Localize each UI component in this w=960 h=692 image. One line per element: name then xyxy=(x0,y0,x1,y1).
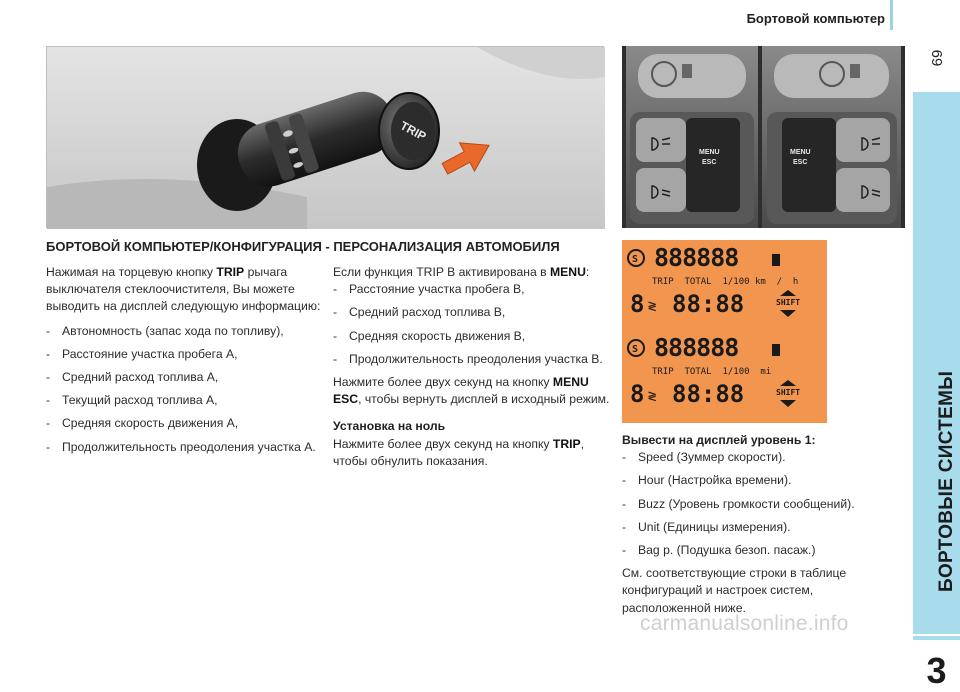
section-title: БОРТОВОЙ КОМПЬЮТЕР/КОНФИГУРАЦИЯ - ПЕРСОНАЛИЗАЦИЯ АВТОМОБИЛЯ xyxy=(46,239,560,254)
list-item: - Средняя скорость движения B, xyxy=(333,328,611,345)
shift-down-arrow-icon xyxy=(780,400,796,407)
list-item: - Текущий расход топлива A, xyxy=(46,392,322,409)
level-1-list xyxy=(622,449,892,559)
list-item: - Автономность (запас хода по топливу), xyxy=(46,323,322,340)
trip-b-list xyxy=(333,281,611,368)
running-header xyxy=(735,6,885,32)
list-item: - Bag p. (Подушка безоп. пасаж.) xyxy=(622,542,892,559)
esc-label-left: ESC xyxy=(702,159,717,166)
fuel-pump-icon xyxy=(772,344,780,356)
lcd-top-digits: 888888 xyxy=(654,243,739,272)
list-item: - Speed (Зуммер скорости). xyxy=(622,449,892,466)
trip-button-label: TRIP xyxy=(397,118,429,144)
esc-label-right: ESC xyxy=(793,159,808,166)
trip-a-list xyxy=(46,323,322,456)
reset-paragraph: Нажмите более двух секунд на кнопку TRIP, чтобы обнулить показания. xyxy=(333,436,585,468)
svg-text:8: 8 xyxy=(630,290,645,318)
lcd-bottom-clock: 88:88 xyxy=(672,380,745,408)
footer-paragraph: См. соответствующие строки в таблице конфигураций и настроек систем, расположенной ниже. xyxy=(622,566,847,615)
list-item: - Продолжительность преодоления участка B. xyxy=(333,351,611,368)
svg-text:8: 8 xyxy=(630,380,645,408)
intro-paragraph: Нажимая на торцевую кнопку TRIP рычага выключателя стеклоочистителя, Вы можете выводить на дисплей следующую информацию: xyxy=(46,265,321,314)
running-title: Бортовой компьютер xyxy=(746,11,885,26)
svg-text:S: S xyxy=(632,254,639,265)
text-column-2 xyxy=(333,264,611,470)
chapter-number: 3 xyxy=(926,650,947,691)
list-item: - Расстояние участка пробега A, xyxy=(46,346,322,363)
list-item: - Buzz (Уровень громкости сообщений). xyxy=(622,496,892,513)
svg-text:≷: ≷ xyxy=(648,388,657,404)
watermark: carmanualsonline.info xyxy=(640,612,849,635)
chapter-title: БОРТОВЫЕ СИСТЕМЫ xyxy=(936,370,957,592)
chapter-side-tab xyxy=(913,92,960,691)
shift-up-arrow-icon xyxy=(780,380,796,386)
lcd-bottom-shift: SHIFT xyxy=(776,388,801,397)
lcd-bottom-digits: 888888 xyxy=(654,333,739,362)
fuel-pump-icon xyxy=(772,254,780,266)
page-number: 69 xyxy=(928,49,945,67)
text-column-3 xyxy=(622,432,892,617)
lcd-display-figure xyxy=(622,240,827,423)
list-item: - Расстояние участка пробега B, xyxy=(333,281,611,298)
list-item: - Unit (Единицы измерения). xyxy=(622,519,892,536)
menu-label-right: MENU xyxy=(790,149,811,156)
header-rule xyxy=(890,0,893,30)
list-item: - Hour (Настройка времени). xyxy=(622,472,892,489)
lcd-top-labels: TRIP TOTAL 1/100 km / h xyxy=(652,277,799,287)
menu-label-left: MENU xyxy=(699,149,720,156)
list-item: - Средняя скорость движения A, xyxy=(46,415,322,432)
wiper-stalk-illustration xyxy=(47,47,605,229)
lcd-top-clock: 88:88 xyxy=(672,290,745,318)
return-paragraph: Нажмите более двух секунд на кнопку MENU ESC, чтобы вернуть дисплей в исходный режим. xyxy=(333,375,610,407)
lcd-bottom-labels: TRIP TOTAL 1/100 mi xyxy=(652,367,772,377)
stalk-photo xyxy=(46,46,604,228)
menu-esc-illustration xyxy=(622,46,905,228)
lcd-display-illustration xyxy=(622,240,827,423)
svg-text:S: S xyxy=(632,344,639,355)
list-item: - Средний расход топлива A, xyxy=(46,369,322,386)
trip-b-intro: Если функция TRIP B активирована в MENU: xyxy=(333,265,590,279)
list-item: - Продолжительность преодоления участка A. xyxy=(46,439,322,456)
text-column-1 xyxy=(46,264,322,462)
level-heading: Вывести на дисплей уровень 1: xyxy=(622,433,816,447)
lcd-top-shift: SHIFT xyxy=(776,298,801,307)
reset-heading: Установка на ноль xyxy=(333,419,446,434)
list-item: - Средний расход топлива B, xyxy=(333,304,611,321)
shift-down-arrow-icon xyxy=(780,310,796,317)
svg-text:≷: ≷ xyxy=(648,298,657,314)
shift-up-arrow-icon xyxy=(780,290,796,296)
dashboard-photo xyxy=(622,46,905,228)
